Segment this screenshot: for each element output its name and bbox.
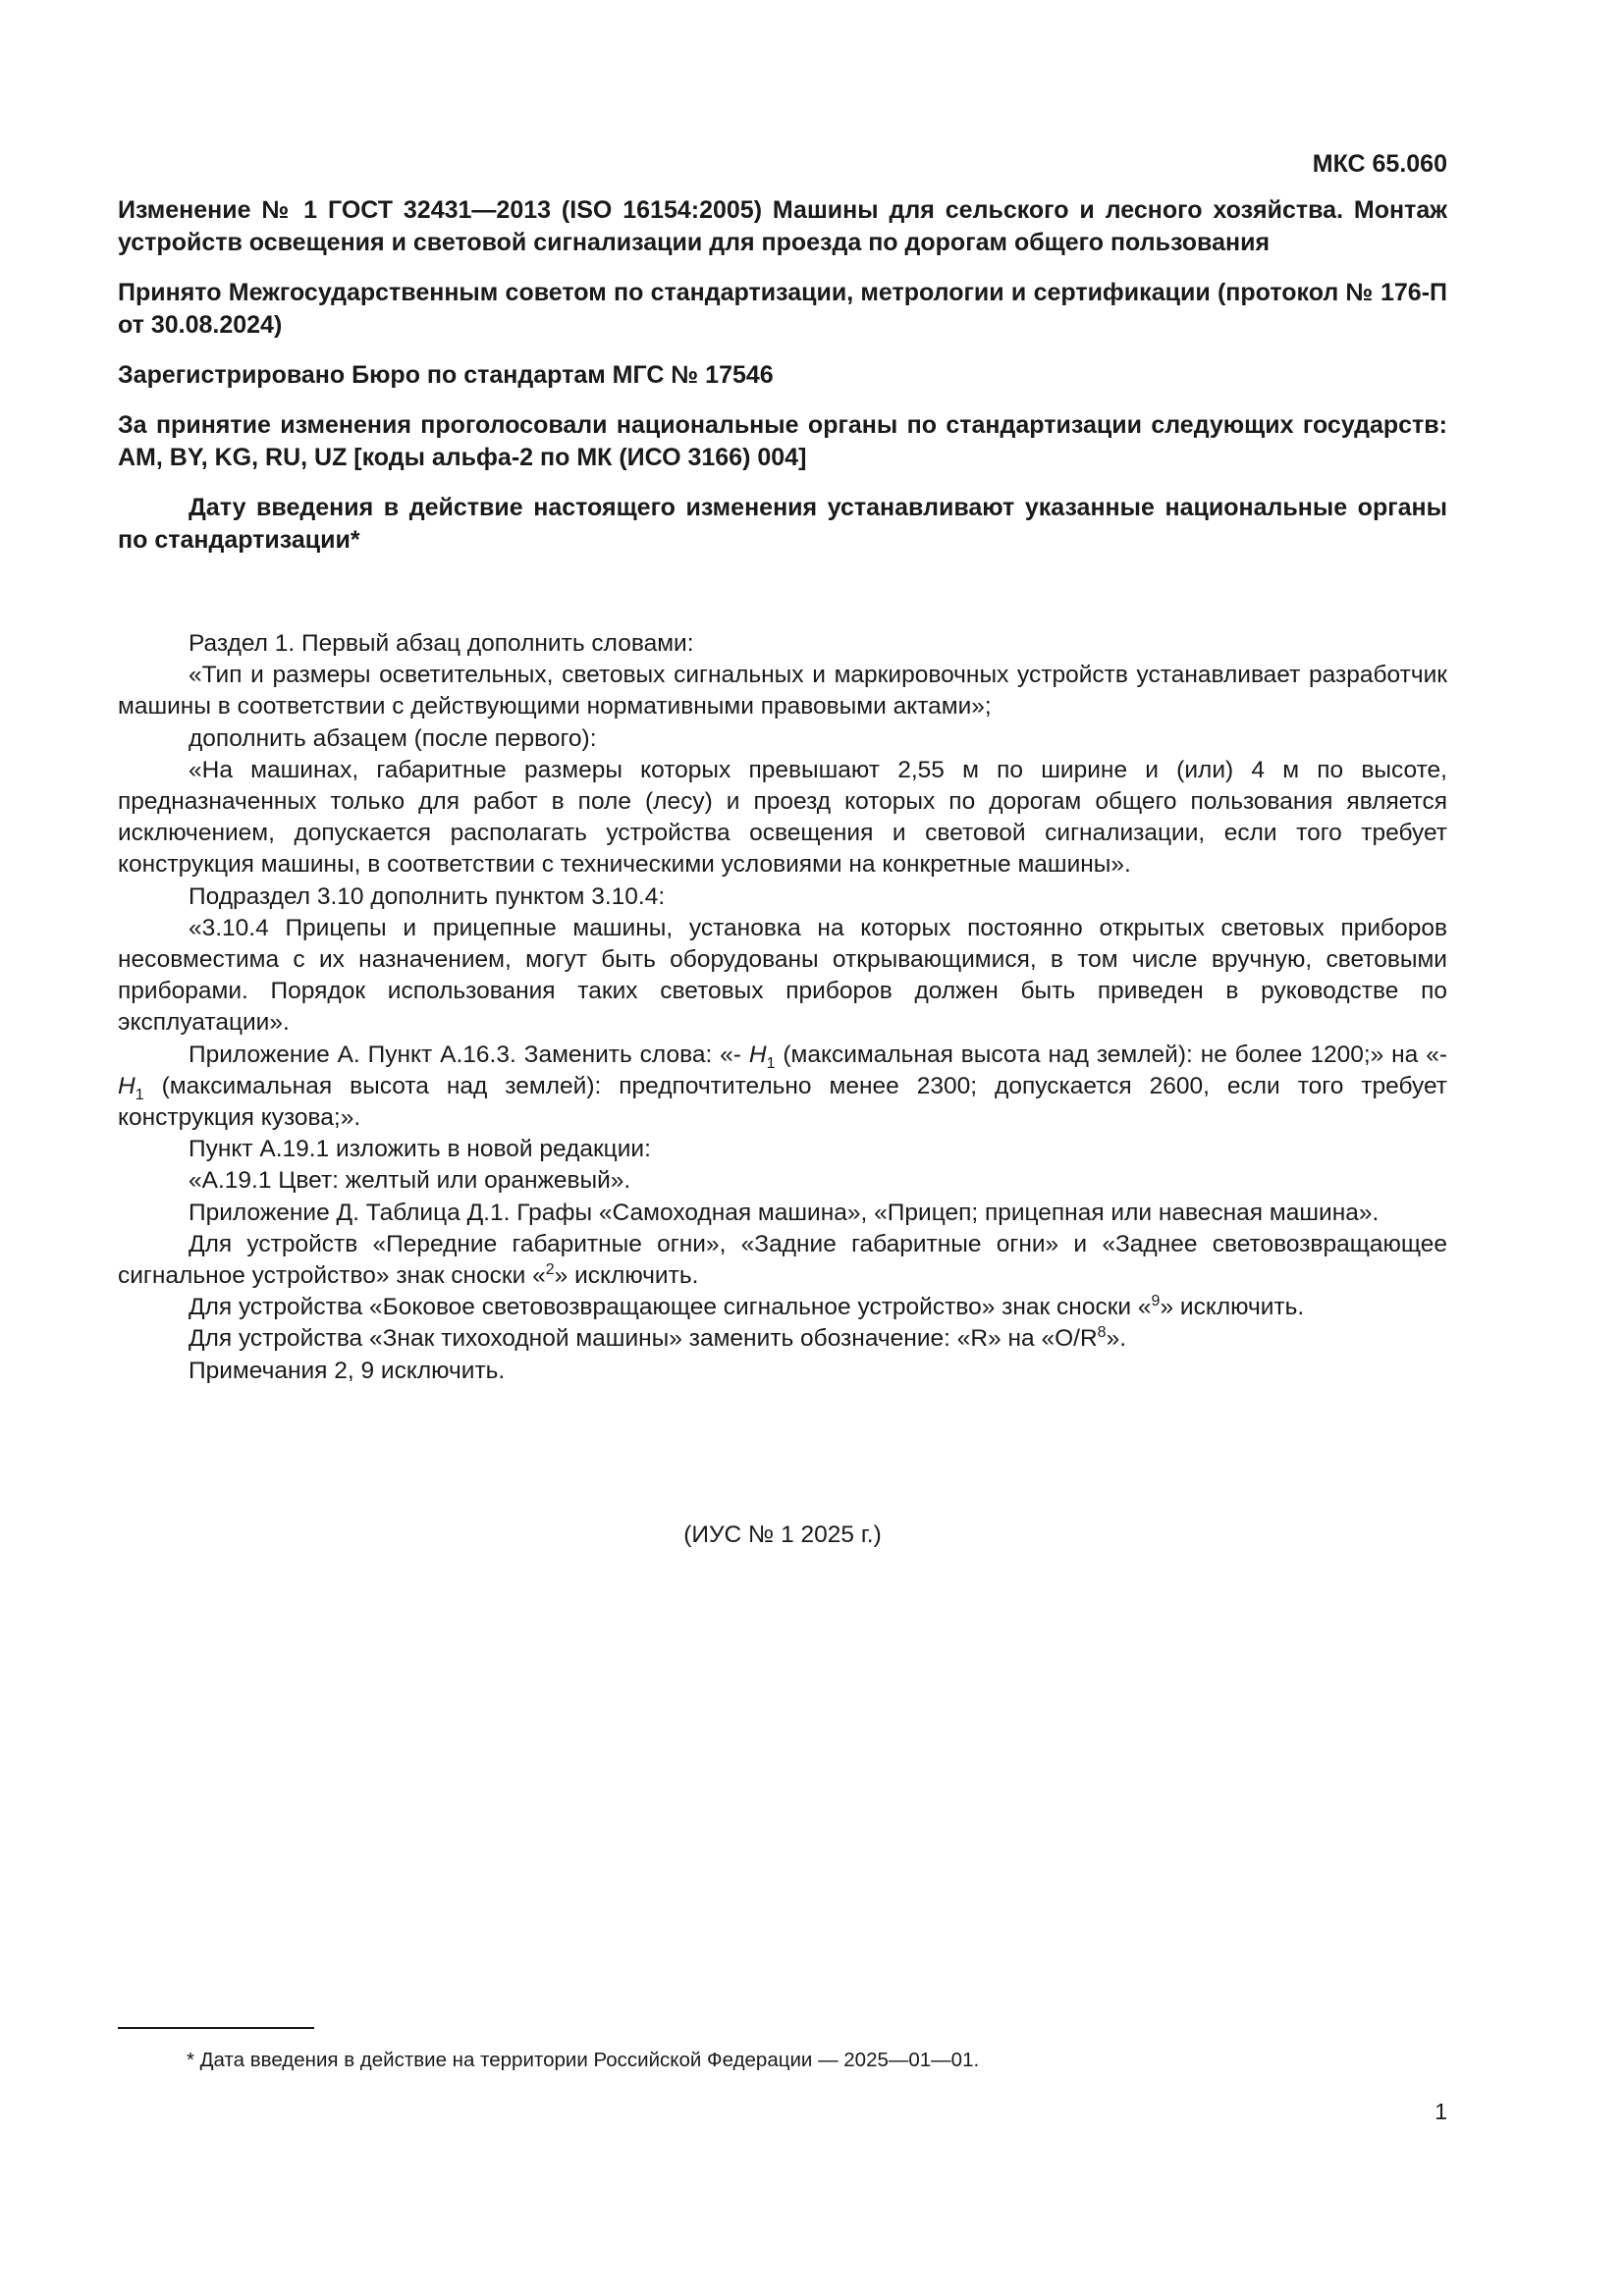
text-run: » исключить. bbox=[554, 1262, 699, 1290]
subscript: 1 bbox=[766, 1054, 776, 1072]
text-run: Для устройства «Боковое световозвращающее сигнальное устройство» знак сноски « bbox=[189, 1294, 1152, 1321]
subscript: 1 bbox=[135, 1086, 144, 1103]
registered-statement: Зарегистрировано Бюро по стандартам МГС № 17546 bbox=[118, 361, 774, 389]
body-paragraph: «А.19.1 Цвет: желтый или оранжевый». bbox=[189, 1167, 631, 1195]
voted-statement: За принятие изменения проголосовали национальные органы по стандартизации следующих государств: AM, BY, KG, RU, UZ [коды альфа-2 по МК (ИСО 3166) 004] bbox=[118, 411, 1447, 471]
body-paragraph-footnote-9 bbox=[118, 1292, 1447, 1323]
body-paragraph-a16-3 bbox=[118, 1040, 1447, 1135]
text-run: Приложение А. Пункт А.16.3. Заменить слова: «- bbox=[189, 1041, 749, 1068]
body-paragraph: «3.10.4 Прицепы и прицепные машины, установка на которых постоянно открытых световых приборов несовместима с их назначением, могут быть оборудованы открывающимися, в том числе вручную, световыми приборами. Порядок использования таких световых приборов должен быть приведен в руководстве по эксплуатации». bbox=[118, 914, 1447, 1037]
text-run: » исключить. bbox=[1160, 1294, 1305, 1321]
text-run: Для устройства «Знак тихоходной машины» заменить обозначение: «R» на «O/R bbox=[189, 1325, 1098, 1353]
page-number: 1 bbox=[1435, 2099, 1447, 2124]
symbol-h: H bbox=[748, 1041, 767, 1068]
body-paragraph: «Тип и размеры осветительных, световых сигнальных и маркировочных устройств устанавливает разработчик машины в соответствии с действующими нормативными правовыми актами»; bbox=[118, 662, 1447, 721]
body-paragraph: Примечания 2, 9 исключить. bbox=[189, 1357, 506, 1384]
text-run: Для устройств «Передние габаритные огни», «Задние габаритные огни» и «Заднее световозвращающее сигнальное устройство» знак сноски « bbox=[118, 1230, 1447, 1290]
symbol-h: H bbox=[118, 1072, 135, 1099]
text-run: ». bbox=[1106, 1325, 1126, 1353]
amendment-header bbox=[118, 194, 1447, 574]
mks-code: МКС 65.060 bbox=[1312, 150, 1447, 178]
amendment-title: Изменение № 1 ГОСТ 32431—2013 (ISO 16154:2005) Машины для сельского и лесного хозяйства. Монтаж устройств освещения и световой сигнализации для проезда по дорогам общего пользования bbox=[118, 196, 1447, 256]
footnote-divider bbox=[118, 2027, 314, 2029]
body-paragraph: Подраздел 3.10 дополнить пунктом 3.10.4: bbox=[189, 882, 666, 910]
body-paragraph: Пункт А.19.1 изложить в новой редакции: bbox=[189, 1136, 651, 1163]
superscript: 8 bbox=[1097, 1324, 1107, 1342]
text-run: (максимальная высота над землей): предпочтительно менее 2300; допускается 2600, если того требует конструкция кузова;». bbox=[118, 1072, 1447, 1132]
text-run: (максимальная высота над землей): не более 1200;» на «- bbox=[775, 1041, 1447, 1068]
body-paragraph: Раздел 1. Первый абзац дополнить словами: bbox=[189, 630, 694, 657]
ius-reference: (ИУС № 1 2025 г.) bbox=[683, 1522, 882, 1548]
amendment-body bbox=[118, 628, 1447, 1387]
footnote: * Дата введения в действие на территории Российской Федерации — 2025—01—01. bbox=[187, 2049, 980, 2071]
accepted-statement: Принято Межгосударственным советом по стандартизации, метрологии и сертификации (протокол № 176-П от 30.08.2024) bbox=[118, 279, 1447, 339]
body-paragraph: дополнить абзацем (после первого): bbox=[189, 724, 597, 752]
body-paragraph: Приложение Д. Таблица Д.1. Графы «Самоходная машина», «Прицеп; прицепная или навесная машина». bbox=[189, 1199, 1380, 1226]
superscript: 2 bbox=[545, 1260, 555, 1278]
superscript: 9 bbox=[1151, 1293, 1161, 1310]
body-paragraph: «На машинах, габаритные размеры которых превышают 2,55 м по ширине и (или) 4 м по высоте, предназначенных только для работ в поле (лесу) и проезд которых по дорогам общего пользования является исключением, допускается располагать устройства освещения и световой сигнализации, если того требует конструкция машины, в соответствии с техническими условиями на конкретные машины». bbox=[118, 756, 1447, 879]
body-paragraph-slow-vehicle bbox=[118, 1323, 1447, 1355]
document-page bbox=[118, 0, 1447, 2296]
effective-date-statement: Дату введения в действие настоящего изменения устанавливают указанные национальные органы по стандартизации* bbox=[118, 494, 1447, 554]
body-paragraph-footnote-2 bbox=[118, 1229, 1447, 1292]
